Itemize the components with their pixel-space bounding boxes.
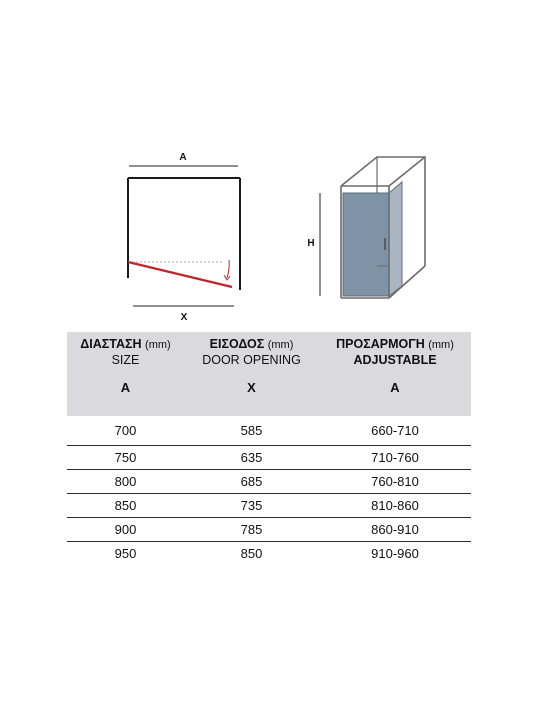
cell-door-opening: 735 [184, 494, 319, 518]
table-row [67, 446, 471, 470]
table-header-row [67, 332, 471, 367]
cell-size: 700 [67, 416, 184, 446]
header-door-opening [184, 332, 319, 367]
height-label: H [307, 238, 315, 249]
cell-size: 750 [67, 446, 184, 470]
symbol-size: A [67, 367, 184, 416]
cell-size: 900 [67, 518, 184, 542]
cell-door-opening: 635 [184, 446, 319, 470]
table-row [67, 416, 471, 446]
shower-door-diagram [0, 0, 540, 320]
header-door-opening-greek: ΕΙΣΟΔΟΣ [209, 337, 265, 351]
table-symbol-row [67, 367, 471, 416]
header-size-english: SIZE [111, 353, 140, 367]
header-door-opening-unit: (mm) [267, 339, 294, 351]
cell-size: 800 [67, 470, 184, 494]
elevation-view [307, 157, 425, 298]
plan-width-label: A [179, 152, 187, 163]
plan-opening-label: X [180, 312, 188, 320]
table-row [67, 470, 471, 494]
cell-adjustable: 710-760 [319, 446, 471, 470]
table-row [67, 494, 471, 518]
table-row [67, 542, 471, 566]
cell-door-opening: 785 [184, 518, 319, 542]
cell-adjustable: 860-910 [319, 518, 471, 542]
header-door-opening-english: DOOR OPENING [202, 353, 301, 367]
header-adjustable-greek: ΠΡΟΣΑΡΜΟΓΗ [336, 337, 425, 351]
header-adjustable-unit: (mm) [428, 339, 454, 351]
cell-door-opening: 585 [184, 416, 319, 446]
header-size [67, 332, 184, 367]
header-size-unit: (mm) [145, 339, 171, 351]
cell-adjustable: 910-960 [371, 546, 419, 561]
cell-size: 950 [114, 546, 137, 561]
cell-door-opening: 850 [240, 546, 263, 561]
glass-door-panel [343, 193, 389, 296]
table-row [67, 518, 471, 542]
plan-door-panel [128, 262, 232, 287]
header-adjustable-english: ADJUSTABLE [353, 353, 437, 367]
size-specification-table [67, 332, 471, 565]
header-adjustable [319, 332, 471, 367]
symbol-adjustable: A [319, 367, 471, 416]
cell-door-opening: 685 [184, 470, 319, 494]
door-swing-arrow-icon [227, 260, 229, 278]
cell-adjustable: 660-710 [319, 416, 471, 446]
symbol-door-opening: X [184, 367, 319, 416]
cell-adjustable: 810-860 [319, 494, 471, 518]
header-size-greek: ΔΙΑΣΤΑΣΗ [80, 337, 142, 351]
glass-side-panel [389, 182, 402, 296]
cell-adjustable: 760-810 [319, 470, 471, 494]
enclosure-top-right [389, 157, 425, 186]
cell-size: 850 [67, 494, 184, 518]
plan-view [128, 152, 240, 320]
